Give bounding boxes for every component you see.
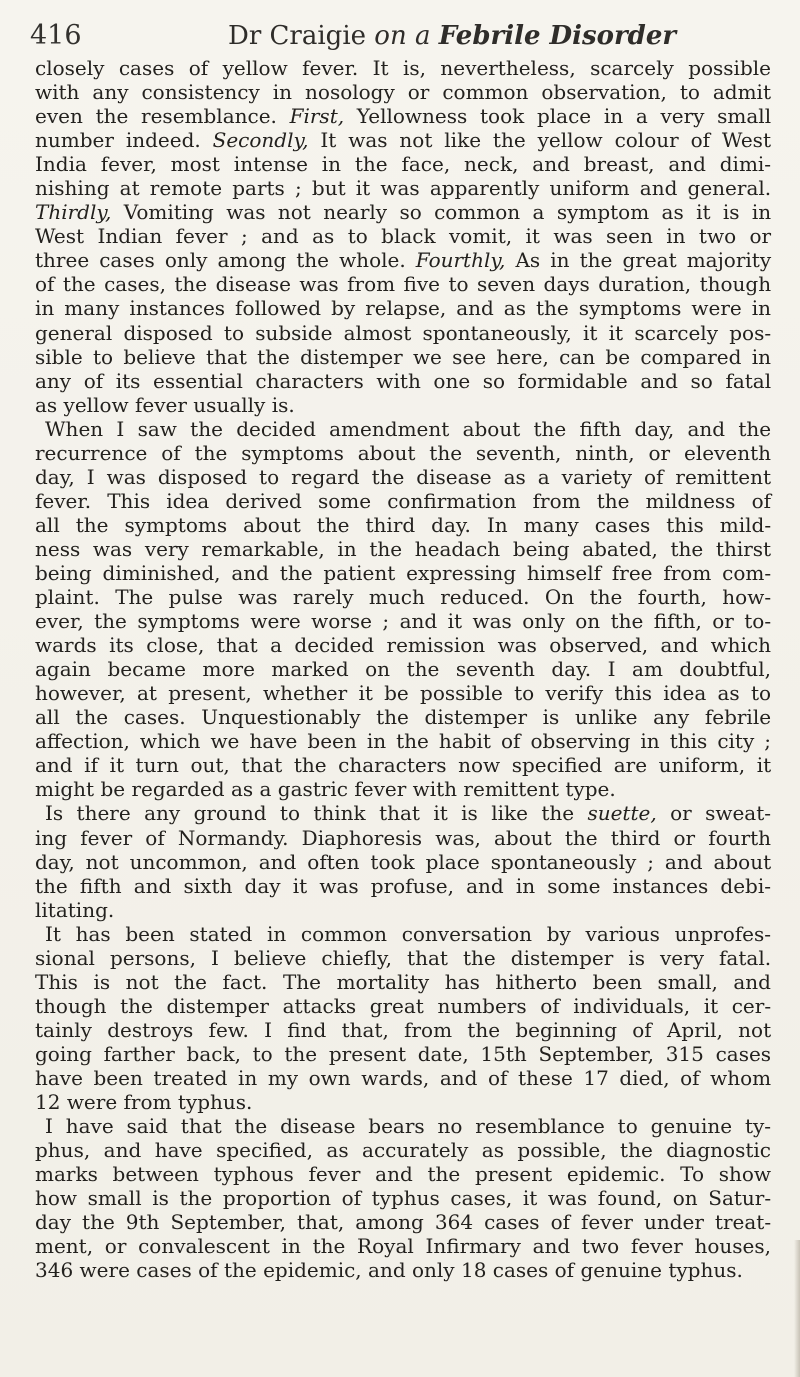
text-line: three cases only among the whole. Fourthly, As in the great majority	[35, 248, 772, 273]
text-line: sional persons, I believe chiefly, that the distemper is very fatal.	[35, 945, 772, 970]
text-line: though the distemper attacks great numbers of individuals, it cer-	[35, 993, 772, 1018]
text-line: as yellow fever usually is.	[35, 392, 295, 417]
page-header	[30, 16, 770, 56]
text-line: phus, and have specified, as accurately as possible, the diagnostic	[35, 1138, 771, 1163]
running-head-subject: Febrile Disorder	[438, 21, 677, 51]
text-line: nishing at remote parts ; but it was apparently uniform and general.	[35, 176, 772, 201]
text-line: number indeed. Secondly, It was not like the yellow colour of West	[35, 128, 771, 153]
page-number: 416	[30, 20, 82, 51]
text-line: affection, which we have been in the habit of observing in this city ;	[35, 729, 772, 754]
text-line: all the symptoms about the third day. In many cases this mild-	[35, 512, 772, 537]
text-line: and if it turn out, that the characters now specified are uniform, it	[35, 753, 772, 778]
text-line: again became more marked on the seventh day. I am doubtful,	[35, 657, 772, 682]
text-line: day, not uncommon, and often took place spontaneously ; and about	[35, 849, 772, 874]
text-line: being diminished, and the patient expressing himself free from com-	[35, 560, 772, 585]
text-line: even the resemblance. First, Yellowness took place in a very small	[35, 104, 772, 129]
body-text	[35, 56, 771, 1282]
text-line: Thirdly, Vomiting was not nearly so common a symptom as it is in	[35, 200, 772, 225]
text-line: in many instances followed by relapse, and as the symptoms were in	[35, 296, 772, 321]
text-line: 12 were from typhus.	[35, 1090, 253, 1115]
text-line: Is there any ground to think that it is like the suette, or sweat-	[45, 801, 771, 826]
text-line: wards its close, that a decided remission was observed, and which	[35, 633, 772, 658]
text-line: the fifth and sixth day it was profuse, and in some instances debi-	[35, 873, 772, 898]
text-line: ness was very remarkable, in the headach being abated, the thirst	[35, 536, 772, 561]
text-line: have been treated in my own wards, and of these 17 died, of whom	[35, 1065, 772, 1090]
text-line: however, at present, whether it be possible to verify this idea as to	[35, 681, 772, 706]
text-line: going farther back, to the present date, 15th September, 315 cases	[35, 1041, 772, 1066]
text-line: It has been stated in common conversation by various unprofes-	[45, 921, 771, 946]
running-head-on-a: on a	[374, 21, 431, 51]
text-line: might be regarded as a gastric fever with remittent type.	[35, 777, 616, 802]
running-head	[228, 16, 676, 56]
text-line: day the 9th September, that, among 364 cases of fever under treat-	[35, 1210, 772, 1235]
text-line: day, I was disposed to regard the disease as a variety of remittent	[35, 464, 771, 489]
text-line: I have said that the disease bears no resemblance to genuine ty-	[45, 1114, 772, 1139]
page-edge-shadow	[794, 1240, 800, 1377]
running-head-author: Dr Craigie	[228, 21, 367, 51]
text-line: West Indian fever ; and as to black vomit, it was seen in two or	[35, 224, 772, 249]
text-line: how small is the proportion of typhus cases, it was found, on Satur-	[35, 1186, 772, 1211]
text-line: recurrence of the symptoms about the seventh, ninth, or eleventh	[35, 440, 771, 465]
text-line: marks between typhous fever and the present epidemic. To show	[35, 1162, 772, 1187]
text-line: ing fever of Normandy. Diaphoresis was, about the third or fourth	[35, 825, 772, 850]
text-line: 346 were cases of the epidemic, and only 18 cases of genuine typhus.	[35, 1258, 743, 1283]
text-line: all the cases. Unquestionably the distemper is unlike any febrile	[35, 705, 772, 730]
text-line: ment, or convalescent in the Royal Infirmary and two fever houses,	[35, 1234, 771, 1259]
text-line: tainly destroys few. I find that, from the beginning of April, not	[35, 1017, 772, 1042]
text-line: of the cases, the disease was from five to seven days duration, though	[35, 272, 772, 297]
text-line: plaint. The pulse was rarely much reduced. On the fourth, how-	[35, 585, 772, 610]
text-line: fever. This idea derived some confirmation from the mildness of	[35, 488, 772, 513]
text-line: sible to believe that the distemper we see here, can be compared in	[35, 344, 771, 369]
text-line: When I saw the decided amendment about the fifth day, and the	[45, 416, 772, 441]
text-line: closely cases of yellow fever. It is, nevertheless, scarcely possible	[35, 56, 771, 80]
text-line: general disposed to subside almost spontaneously, it it scarcely pos-	[35, 320, 772, 345]
text-line: any of its essential characters with one so formidable and so fatal	[35, 368, 772, 393]
text-line: litating.	[35, 897, 115, 922]
text-line: India fever, most intense in the face, neck, and breast, and dimi-	[35, 152, 772, 177]
text-line: with any consistency in nosology or common observation, to admit	[35, 80, 771, 105]
text-line: This is not the fact. The mortality has hitherto been small, and	[35, 969, 771, 994]
text-line: ever, the symptoms were worse ; and it was only on the fifth, or to-	[35, 609, 772, 634]
